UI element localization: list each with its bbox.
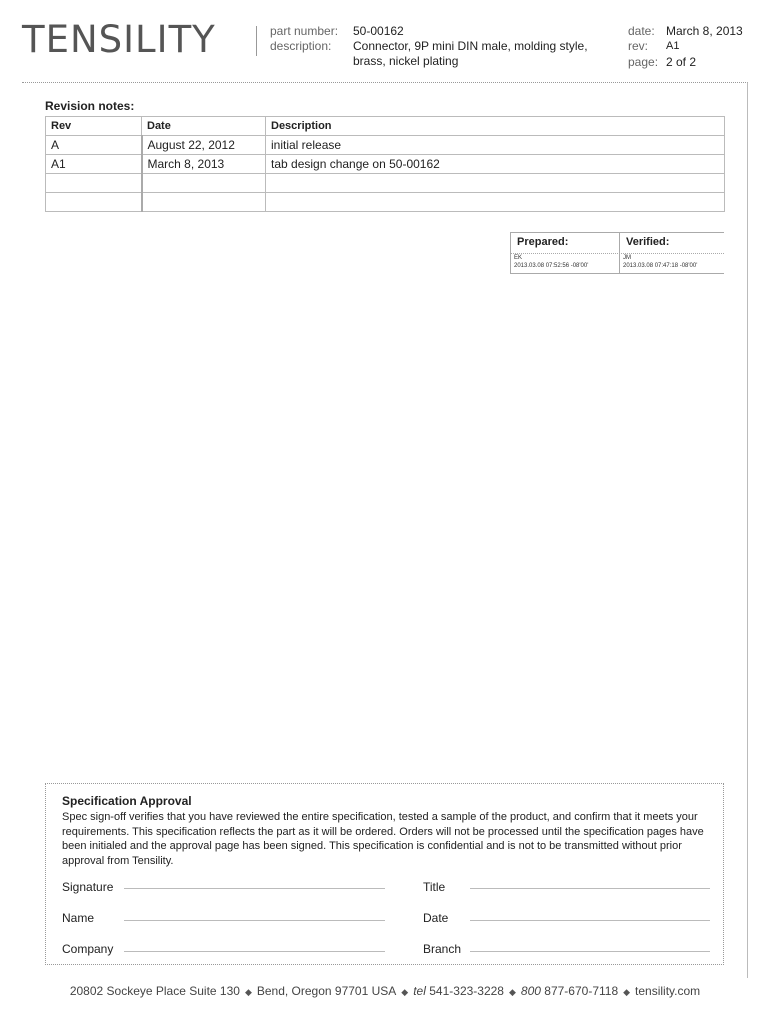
cell-date: March 8, 2013: [142, 155, 266, 174]
cell-description: [266, 174, 725, 193]
footer: [0, 984, 770, 998]
footer-city: Bend, Oregon 97701 USA: [256, 984, 397, 998]
separator-icon: ◆: [401, 987, 409, 997]
company-label: Company: [62, 942, 114, 956]
footer-tel-label: tel: [413, 984, 426, 998]
signature-field[interactable]: [124, 888, 385, 889]
description-line-1: Connector, 9P mini DIN male, molding style,: [353, 39, 588, 53]
column-header-description: Description: [266, 117, 725, 136]
prepared-cell: [511, 233, 619, 273]
footer-tollfree: 877-670-7118: [544, 984, 619, 998]
page-value: 2 of 2: [666, 55, 697, 69]
verified-initials: JM: [623, 255, 631, 261]
title-label: Title: [423, 880, 446, 894]
table-row-empty: [46, 193, 725, 212]
date-field[interactable]: [470, 920, 710, 921]
cell-description: [266, 193, 725, 212]
revision-notes-title: Revision notes:: [45, 99, 135, 113]
table-row: [46, 155, 725, 174]
signature-label: Signature: [62, 880, 114, 894]
tensility-logo: TENSILITY: [22, 18, 216, 61]
name-field[interactable]: [124, 920, 385, 921]
page-label: page:: [628, 55, 659, 69]
separator-icon: ◆: [623, 987, 631, 997]
cell-rev: A1: [46, 155, 142, 174]
prepared-initials: EK: [514, 255, 523, 261]
separator-icon: ◆: [508, 987, 516, 997]
cell-date: [142, 174, 266, 193]
branch-label: Branch: [423, 942, 462, 956]
title-field[interactable]: [470, 888, 710, 889]
column-header-rev: Rev: [46, 117, 142, 136]
name-label: Name: [62, 911, 95, 925]
revision-table-header: [46, 117, 725, 136]
table-row-empty: [46, 174, 725, 193]
approval-text: Spec sign-off verifies that you have reviewed the entire specification, tested a sample of the product, and confirm that it meets your requirements. This specification reflects the part as it will be ordered. Orders will not be processed until the specification pages have been initialed and the approval page has been signed. This specification is confidential and is not to be transmitted without prior approval from Tensility.: [62, 811, 704, 867]
company-field[interactable]: [124, 951, 385, 952]
prepared-label: Prepared:: [517, 236, 569, 248]
date-value: March 8, 2013: [666, 24, 743, 38]
cell-date: August 22, 2012: [142, 136, 266, 155]
branch-field[interactable]: [470, 951, 710, 952]
header-divider: [256, 26, 257, 56]
part-number-label: part number:: [270, 24, 339, 38]
verified-timestamp: 2013.03.08 07:47:18 -08'00': [623, 263, 698, 269]
column-header-date: Date: [142, 117, 266, 136]
rev-label: rev:: [628, 39, 649, 53]
cell-description: tab design change on 50-00162: [266, 155, 725, 174]
cell-rev: A: [46, 136, 142, 155]
separator-icon: ◆: [244, 987, 252, 997]
approval-title: Specification Approval: [62, 794, 192, 808]
footer-address: 20802 Sockeye Place Suite 130: [69, 984, 240, 998]
cell-description: initial release: [266, 136, 725, 155]
table-row: [46, 136, 725, 155]
cell-date: [142, 193, 266, 212]
verified-cell: [619, 233, 725, 273]
part-number-value: 50-00162: [353, 24, 404, 38]
verified-label: Verified:: [626, 236, 670, 248]
footer-tel: 541-323-3228: [429, 984, 504, 998]
cell-rev: [46, 193, 142, 212]
footer-website[interactable]: tensility.com: [635, 984, 701, 998]
rev-value: A1: [666, 40, 680, 52]
date-field-label: Date: [423, 911, 449, 925]
date-label: date:: [628, 24, 655, 38]
prepared-timestamp: 2013.03.08 07:52:56 -08'00': [514, 263, 589, 269]
cell-rev: [46, 174, 142, 193]
signoff-box: [510, 232, 724, 274]
revision-table: [45, 116, 725, 212]
footer-tollfree-label: 800: [520, 984, 541, 998]
description-line-2: brass, nickel plating: [353, 54, 459, 68]
description-label: description:: [270, 39, 332, 53]
